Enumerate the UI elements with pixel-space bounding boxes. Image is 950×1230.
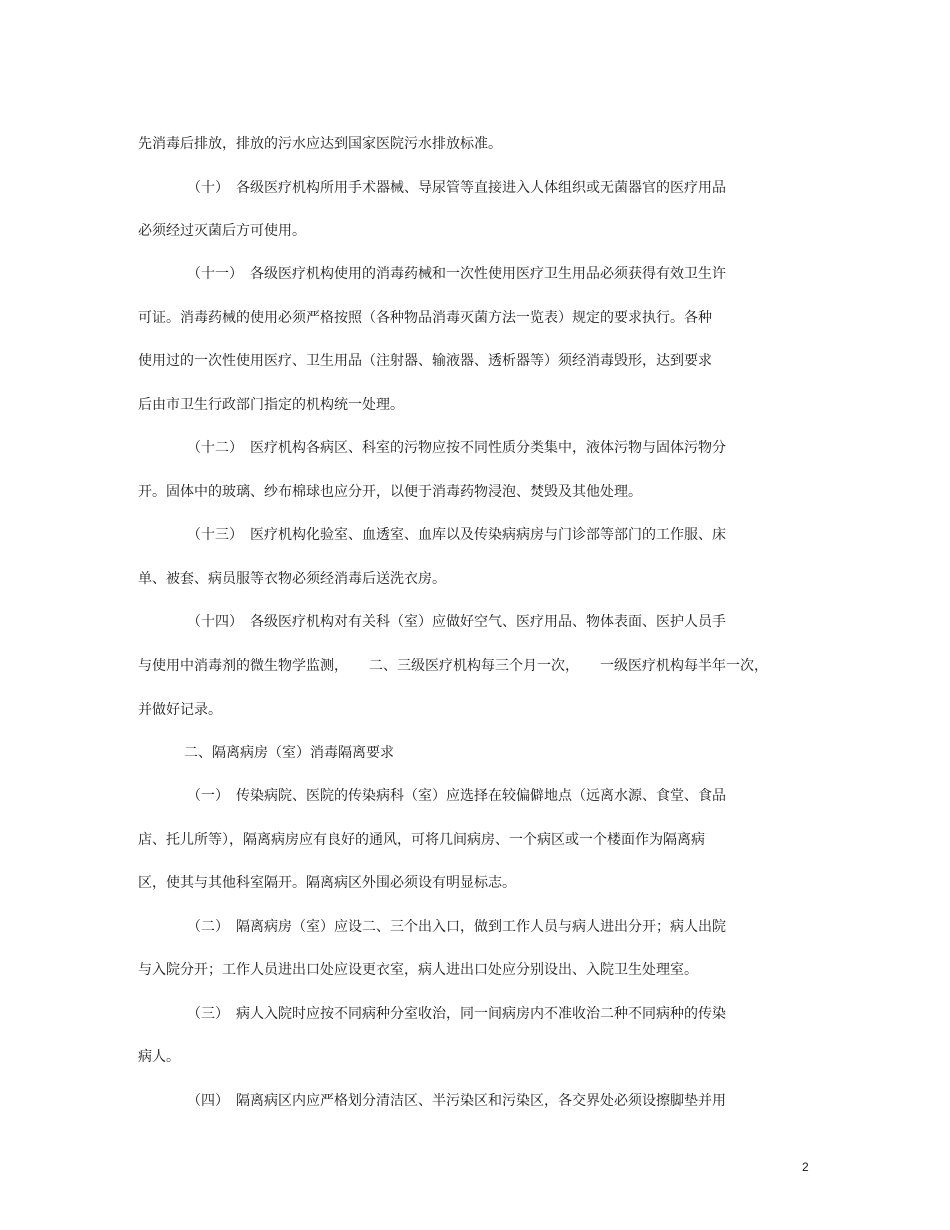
text-line: 使用过的一次性使用医疗、卫生用品（注射器、输液器、透析器等）须经消毒毁形，达到要求 xyxy=(138,353,712,369)
text-line: 单、被套、病员服等衣物必须经消毒后送洗衣房。 xyxy=(138,571,446,587)
section-heading: 二、隔离病房（室）消毒隔离要求 xyxy=(184,745,394,761)
text-line: 病人。 xyxy=(138,1049,180,1065)
text-line: 可证。消毒药械的使用必须严格按照（各种物品消毒灭菌方法一览表）规定的要求执行。各种 xyxy=(138,310,712,326)
text-line: 店、托儿所等），隔离病房应有良好的通风，可将几间病房、一个病区或一个楼面作为隔离病 xyxy=(138,832,705,848)
text-line: 开。固体中的玻璃、纱布棉球也应分开，以便于消毒药物浸泡、焚毁及其他处理。 xyxy=(138,484,642,500)
text-line: 区，使其与其他科室隔开。隔离病区外围必须设有明显标志。 xyxy=(138,875,516,891)
text-line: 与使用中消毒剂的微生物学监测， 二、三级医疗机构每三个月一次， 一级医疗机构每半年一次， xyxy=(138,658,768,674)
text-line: 并做好记录。 xyxy=(138,702,222,718)
text-line: （十二） 医疗机构各病区、科室的污物应按不同性质分类集中，液体污物与固体污物分 xyxy=(187,440,726,456)
text-line: （十一） 各级医疗机构使用的消毒药械和一次性使用医疗卫生用品必须获得有效卫生许 xyxy=(187,266,726,282)
text-line: （十三） 医疗机构化验室、血透室、血库以及传染病病房与门诊部等部门的工作服、床 xyxy=(187,527,726,543)
text-line: （十） 各级医疗机构所用手术器械、导尿管等直接进入人体组织或无菌器官的医疗用品 xyxy=(187,180,726,196)
text-line: （二） 隔离病房（室）应设二、三个出入口，做到工作人员与病人进出分开；病人出院 xyxy=(187,919,726,935)
text-line: （十四） 各级医疗机构对有关科（室）应做好空气、医疗用品、物体表面、医护人员手 xyxy=(187,614,726,630)
page-number: 2 xyxy=(802,1160,809,1174)
text-line: （四） 隔离病区内应严格划分清洁区、半污染区和污染区，各交界处必须设擦脚垫并用 xyxy=(187,1093,726,1109)
text-line: 必须经过灭菌后方可使用。 xyxy=(138,223,306,239)
text-line: （三） 病人入院时应按不同病种分室收治，同一间病房内不准收治二种不同病种的传染 xyxy=(187,1006,726,1022)
text-line: 先消毒后排放，排放的污水应达到国家医院污水排放标准。 xyxy=(138,136,502,152)
text-line: （一） 传染病院、医院的传染病科（室）应选择在较偏僻地点（远离水源、食堂、食品 xyxy=(187,788,726,804)
text-line: 后由市卫生行政部门指定的机构统一处理。 xyxy=(138,397,404,413)
text-line: 与入院分开；工作人员进出口处应设更衣室，病人进出口处应分别设出、入院卫生处理室。 xyxy=(138,962,698,978)
